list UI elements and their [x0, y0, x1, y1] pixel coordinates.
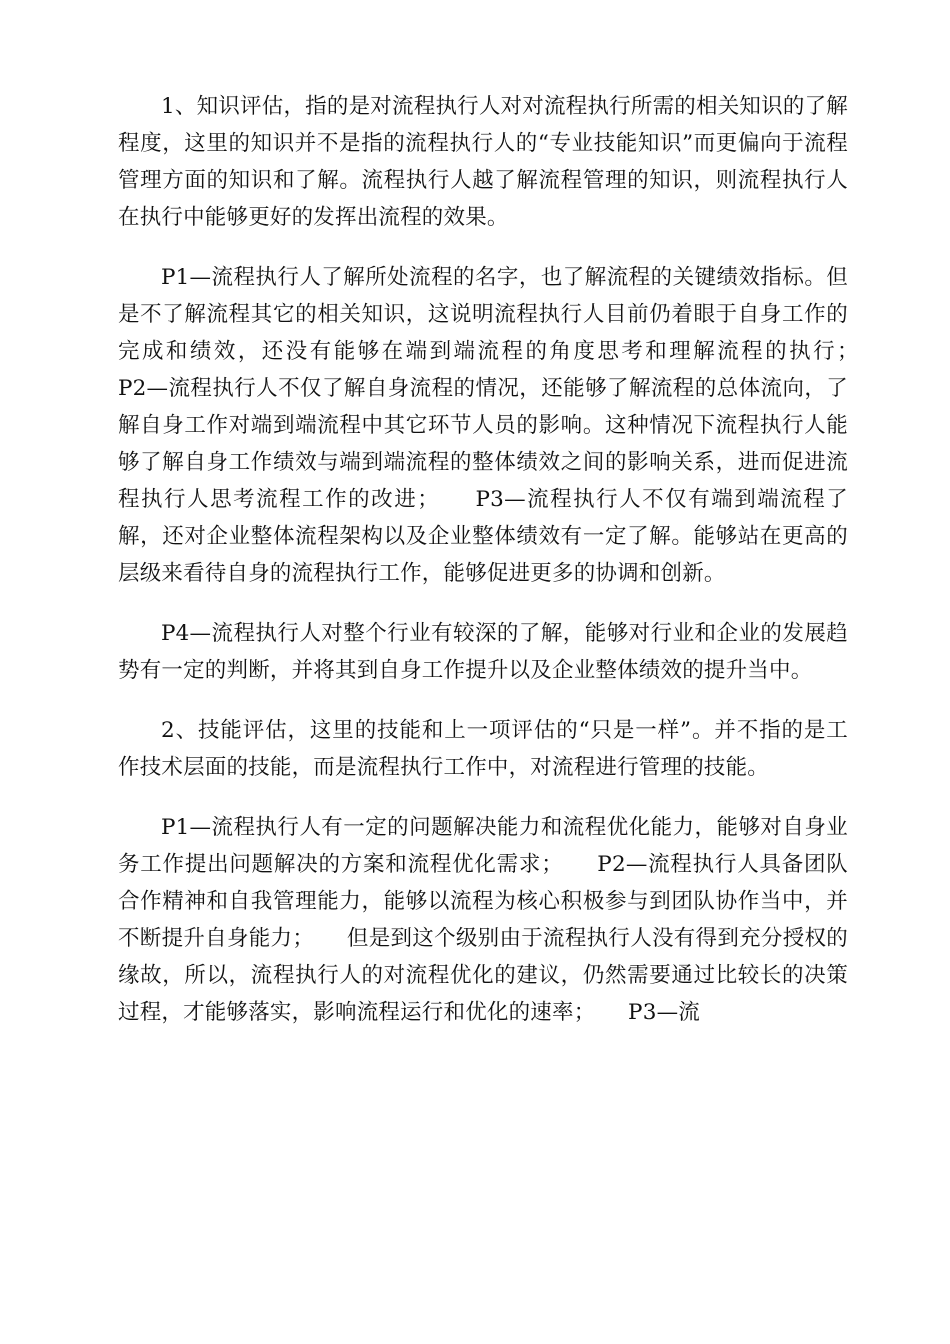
paragraph-skill-assessment: 2、技能评估，这里的技能和上一项评估的“只是一样”。并不指的是工作技术层面的技能，而是流程执行工作中，对流程进行管理的技能。	[118, 718, 848, 780]
paragraph-knowledge-assessment: 1、知识评估，指的是对流程执行人对对流程执行所需的相关知识的了解程度，这里的知识并不是指的流程执行人的“专业技能知识”而更偏向于流程管理方面的知识和了解。流程执行人越了解流程管理的知识，则流程执行人在执行中能够更好的发挥出流程的效果。	[118, 94, 848, 230]
paragraph-knowledge-levels-p1-p3: P1—流程执行人了解所处流程的名字，也了解流程的关键绩效指标。但是不了解流程其它的相关知识，这说明流程执行人目前仍着眼于自身工作的完成和绩效，还没有能够在端到端流程的角度思考和理解流程的执行； P2—流程执行人不仅了解自身流程的情况，还能够了解流程的总体流向，了解自身工作对端到端流程中其它环节人员的影响。这种情况下流程执行人能够了解自身工作绩效与端到端流程的整体绩效之间的影响关系，进而促进流程执行人思考流程工作的改进； P3—流程执行人不仅有端到端流程了解，还对企业整体流程架构以及企业整体绩效有一定了解。能够站在更高的层级来看待自身的流程执行工作，能够促进更多的协调和创新。	[118, 265, 892, 586]
paragraph-skill-levels: P1—流程执行人有一定的问题解决能力和流程优化能力，能够对自身业务工作提出问题解决的方案和流程优化需求； P2—流程执行人具备团队合作精神和自我管理能力，能够以流程为核心积极参与到团队协作当中，并不断提升自身能力； 但是到这个级别由于流程执行人没有得到充分授权的缘故，所以，流程执行人的对流程优化的建议，仍然需要通过比较长的决策过程，才能够落实，影响流程运行和优化的速率； P3—流	[118, 815, 848, 1025]
document-page	[118, 88, 892, 1031]
paragraph-knowledge-level-p4: P4—流程执行人对整个行业有较深的了解，能够对行业和企业的发展趋势有一定的判断，并将其到自身工作提升以及企业整体绩效的提升当中。	[118, 621, 848, 683]
